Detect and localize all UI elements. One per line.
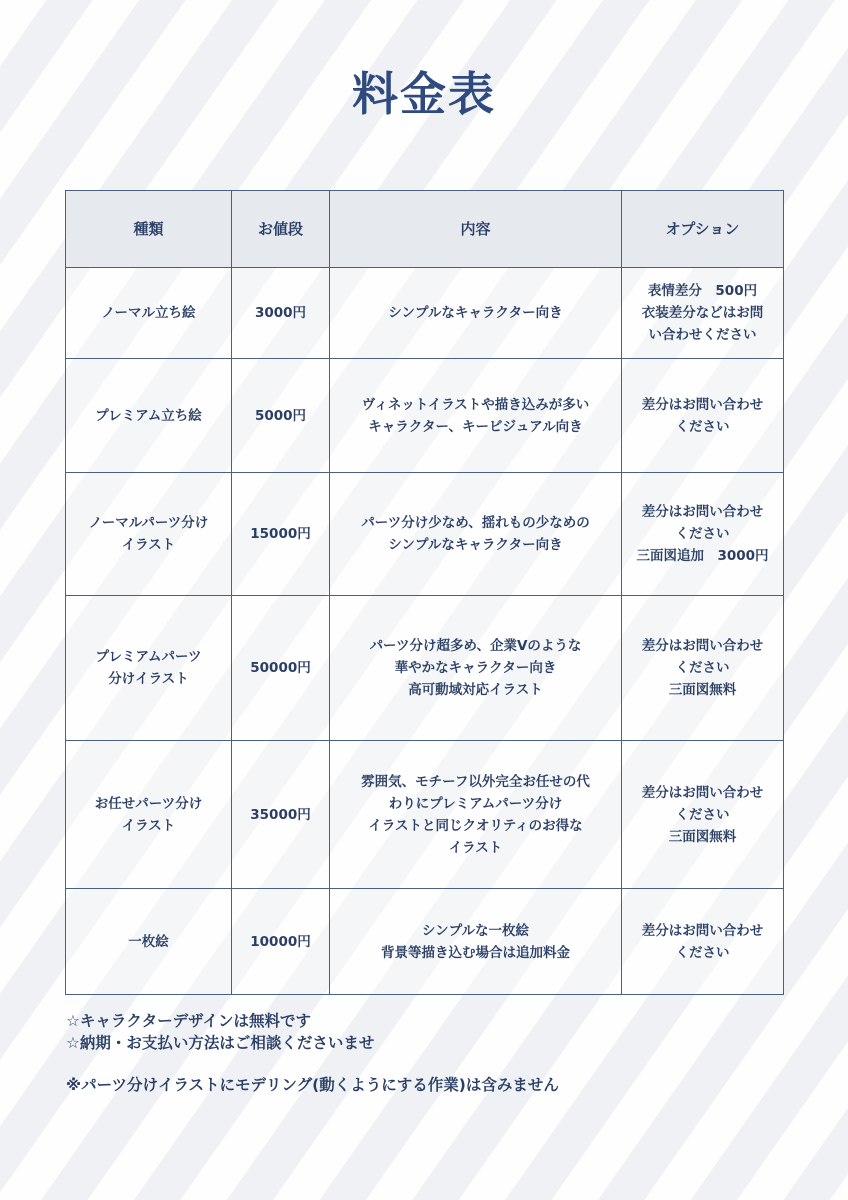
type-label: イラスト	[121, 817, 176, 834]
price-cell: 10000円	[232, 889, 330, 995]
option-line: 表情差分 500円	[647, 283, 758, 299]
table-row	[66, 359, 784, 473]
price-cell: 3000円	[232, 268, 330, 359]
note-delivery-payment: ☆納期・お支払い方法はご相談くださいませ	[66, 1034, 375, 1052]
price-table	[65, 190, 784, 995]
content-line: 背景等描き込む場合は追加料金	[381, 944, 570, 961]
option-line: 差分はお問い合わせ	[641, 504, 764, 520]
table-row	[66, 741, 784, 889]
table-row	[66, 473, 784, 596]
option-line: 三面図無料	[668, 682, 737, 698]
price-cell: 35000円	[232, 741, 330, 889]
option-line: ください	[675, 944, 730, 961]
type-cell	[66, 889, 232, 995]
option-cell	[622, 596, 784, 741]
content-cell	[330, 268, 622, 359]
content-line: 華やかなキャラクター向き	[394, 660, 557, 676]
content-cell	[330, 889, 622, 995]
notes	[66, 1010, 786, 1096]
option-line: ください	[675, 418, 730, 435]
option-line: ください	[675, 806, 730, 823]
option-line: 差分はお問い合わせ	[641, 396, 764, 413]
content-line: イラスト	[448, 839, 503, 856]
option-line: ください	[675, 526, 730, 542]
content-cell	[330, 741, 622, 889]
option-cell	[622, 359, 784, 473]
header-price: お値段	[232, 191, 330, 268]
content-line: 高可動域対応イラスト	[408, 682, 543, 698]
content-line: キャラクター、キービジュアル向き	[368, 418, 583, 435]
type-cell	[66, 359, 232, 473]
content-line: 雰囲気、モチーフ以外完全お任せの代	[361, 773, 590, 790]
type-label: ノーマル立ち絵	[101, 305, 196, 321]
type-label: 分けイラスト	[108, 671, 189, 687]
content-line: シンプルなキャラクター向き	[388, 537, 563, 553]
content-line: シンプルな一枚絵	[421, 922, 530, 939]
page-title: 料金表	[352, 67, 496, 121]
table-row	[66, 268, 784, 359]
type-label: プレミアムパーツ	[95, 649, 202, 665]
type-cell	[66, 596, 232, 741]
type-label: ノーマルパーツ分け	[88, 515, 209, 531]
header-type: 種類	[66, 191, 232, 268]
table-row	[66, 889, 784, 995]
type-label: 一枚絵	[128, 933, 169, 950]
option-line: 三面図追加 3000円	[636, 548, 769, 564]
header-option: オプション	[622, 191, 784, 268]
type-label: イラスト	[121, 537, 176, 553]
type-cell	[66, 268, 232, 359]
note-modeling-excluded: ※パーツ分けイラストにモデリング(動くようにする作業)は含みません	[66, 1076, 559, 1094]
content-line: パーツ分け少なめ、揺れもの少なめの	[361, 515, 590, 531]
type-cell	[66, 741, 232, 889]
option-line: 差分はお問い合わせ	[641, 922, 764, 939]
content-cell	[330, 359, 622, 473]
option-line: 衣装差分などはお問	[641, 305, 764, 321]
price-cell: 50000円	[232, 596, 330, 741]
option-line: 三面図無料	[668, 828, 737, 845]
type-cell	[66, 473, 232, 596]
content-cell	[330, 473, 622, 596]
option-line: い合わせください	[648, 327, 757, 343]
price-cell: 5000円	[232, 359, 330, 473]
option-cell	[622, 741, 784, 889]
note-design-free: ☆キャラクターデザインは無料です	[66, 1012, 312, 1030]
type-label: プレミアム立ち絵	[95, 407, 202, 424]
content-line: イラストと同じクオリティのお得な	[368, 817, 583, 834]
content-line: パーツ分け超多め、企業Vのような	[369, 638, 582, 654]
content-line: わりにプレミアムパーツ分け	[388, 795, 563, 812]
option-cell	[622, 473, 784, 596]
option-cell	[622, 889, 784, 995]
price-cell: 15000円	[232, 473, 330, 596]
content-line: シンプルなキャラクター向き	[388, 305, 563, 321]
table-header-row	[66, 191, 784, 268]
option-line: 差分はお問い合わせ	[641, 638, 764, 654]
table-row	[66, 596, 784, 741]
content-line: ヴィネットイラストや描き込みが多い	[361, 396, 590, 413]
option-cell	[622, 268, 784, 359]
content-cell	[330, 596, 622, 741]
type-label: お任せパーツ分け	[94, 795, 203, 812]
option-line: ください	[675, 660, 730, 676]
header-content: 内容	[330, 191, 622, 268]
option-line: 差分はお問い合わせ	[641, 784, 764, 801]
